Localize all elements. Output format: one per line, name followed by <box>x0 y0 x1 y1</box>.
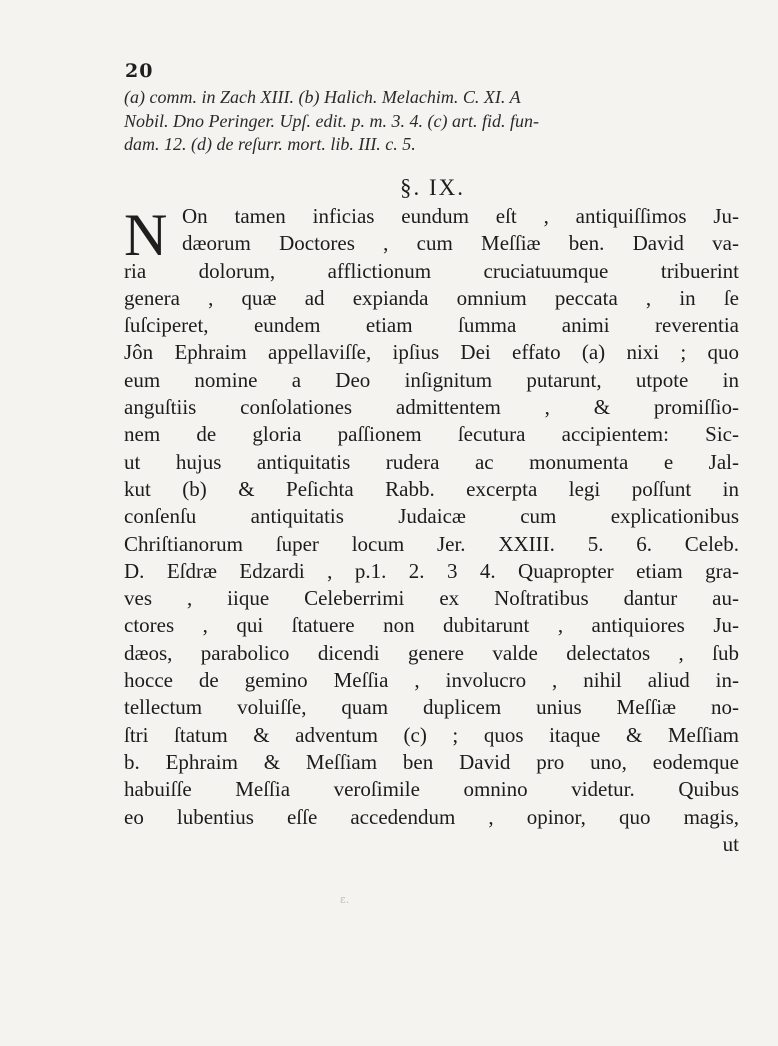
text-line: eum nomine a Deo inſignitum putarunt, utpote in <box>124 367 739 392</box>
catchword: ut <box>722 831 739 856</box>
text-line: tellectum voluiſſe, quam duplicem unius Meſſiæ no- <box>124 695 739 720</box>
text-line: D. Eſdræ Edzardi , p.1. 2. 3 4. Quapropter etiam gra- <box>124 558 739 583</box>
text-line: ſuſciperet, eundem etiam ſumma animi reverentia <box>124 313 739 338</box>
footnote-line: (a) comm. in Zach XIII. (b) Halich. Melachim. C. XI. A <box>124 87 521 107</box>
footnote-line: Nobil. Dno Peringer. Upſ. edit. p. m. 3. 4. (c) art. fid. fun- <box>124 110 539 131</box>
text-line: On tamen inficias eundum eſt , antiquiſſimos Ju- <box>182 204 739 228</box>
text-line: kut (b) & Peſichta Rabb. excerpta legi poſſunt in <box>124 476 739 501</box>
text-line: Chriſtianorum ſuper locum Jer. XXIII. 5. 6. Celeb. <box>124 531 739 556</box>
text-line: anguſtiis conſolationes admittentem , & promiſſio- <box>124 395 739 420</box>
text-line: hocce de gemino Meſſia , involucro , nihil aliud in- <box>124 668 739 693</box>
drop-cap: N <box>124 202 168 268</box>
section-heading: §. IX. <box>400 175 466 200</box>
text-line: ves , iique Celeberrimi ex Noſtratibus dantur au- <box>124 586 739 611</box>
footnote-line: dam. 12. (d) de reſurr. mort. lib. III. c. 5. <box>124 134 416 155</box>
text-line: ſtri ſtatum & adventum (c) ; quos itaque & Meſſiam <box>124 722 739 747</box>
text-line: ut hujus antiquitatis rudera ac monumenta e Jal- <box>124 449 739 474</box>
text-line: eo lubentius eſſe accedendum , opinor, quo magis, <box>124 804 739 829</box>
text-line: dæos, parabolico dicendi genere valde delectatos , ſub <box>124 640 739 665</box>
text-line: b. Ephraim & Meſſiam ben David pro uno, eodemque <box>124 749 739 774</box>
text-line: conſenſu antiquitatis Judaicæ cum explicationibus <box>124 504 739 529</box>
text-line: dæorum Doctores , cum Meſſiæ ben. David va- <box>182 231 739 256</box>
body-paragraph <box>124 203 739 858</box>
text-line: habuiſſe Meſſia veroſimile omnino videtur. Quibus <box>124 777 739 802</box>
text-line: Jôn Ephraim appellaviſſe, ipſius Dei effato (a) nixi ; quo <box>124 340 739 365</box>
text-line: genera , quæ ad expianda omnium peccata , in ſe <box>124 285 739 310</box>
page-number: 20 <box>125 60 154 82</box>
ink-smudge: ε. <box>340 893 350 906</box>
footnotes <box>124 86 744 157</box>
text-line: ria dolorum, afflictionum cruciatuumque tribuerint <box>124 258 739 283</box>
text-line: ctores , qui ſtatuere non dubitarunt , antiquiores Ju- <box>124 613 739 638</box>
text-line: nem de gloria paſſionem ſecutura accipientem: Sic- <box>124 422 739 447</box>
